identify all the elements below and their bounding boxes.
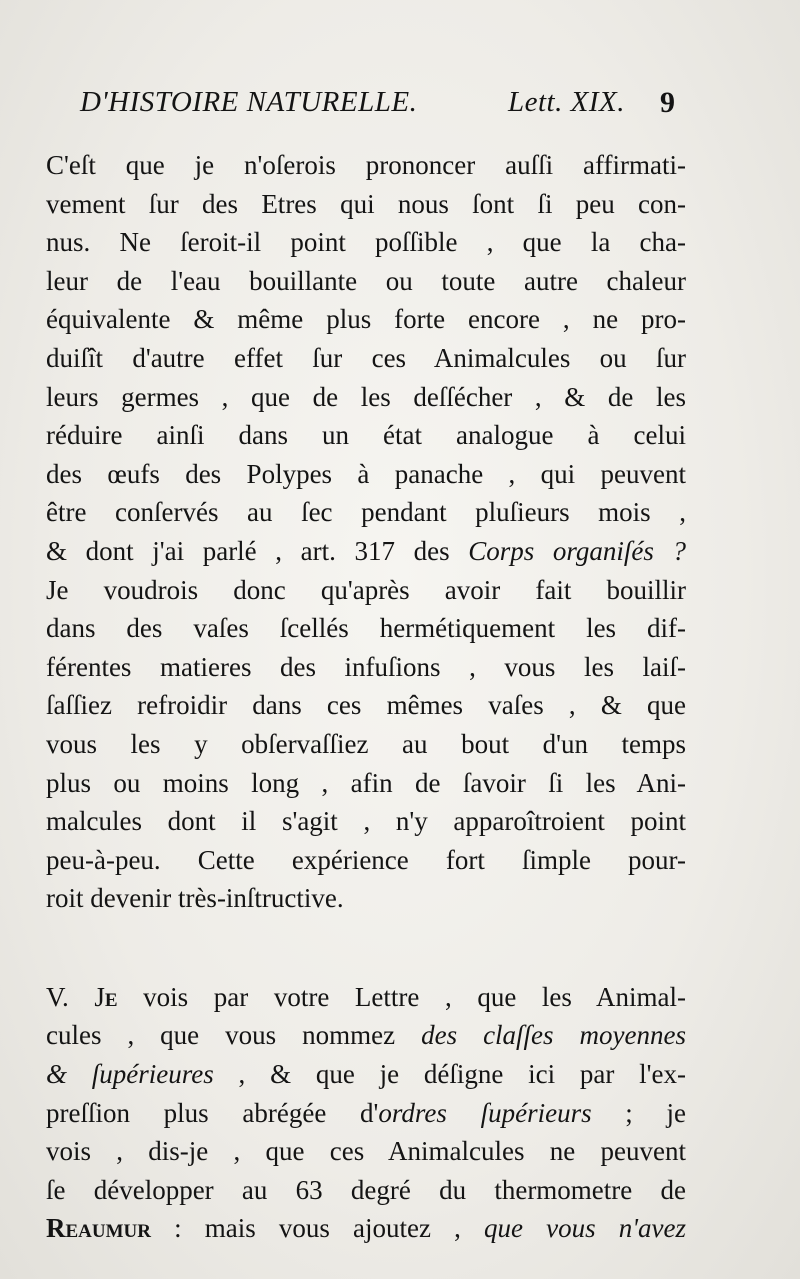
text-span: cules , que vous nommez xyxy=(46,1020,422,1051)
text-line xyxy=(46,978,686,1017)
author-name: Reaumur xyxy=(46,1213,151,1244)
text-line xyxy=(46,1016,686,1055)
text-span: , & que je déſigne ici par l'ex- xyxy=(213,1059,686,1090)
text-line: vement ſur des Etres qui nous ſont ſi peu con- xyxy=(46,188,686,219)
text-span: preſſion plus abrégée d' xyxy=(46,1097,379,1128)
text-span: ; je xyxy=(591,1097,686,1128)
text-line xyxy=(46,1094,686,1133)
text-line: ſe développer au 63 degré du thermometre de xyxy=(46,1174,686,1205)
text-line xyxy=(46,1209,686,1248)
text-line: équivalente & même plus forte encore , ne pro- xyxy=(46,304,686,335)
text-line: réduire ainſi dans un état analogue à celui xyxy=(46,420,686,451)
italic-text: que vous n'avez xyxy=(484,1213,686,1244)
text-line: leur de l'eau bouillante ou toute autre chaleur xyxy=(46,265,686,296)
text-line: nus. Ne ſeroit-il point poſſible , que la cha- xyxy=(46,227,686,258)
text-line: férentes matieres des infuſions , vous les laiſ- xyxy=(46,651,686,682)
text-line xyxy=(46,1055,686,1094)
small-caps-text: e xyxy=(104,981,118,1012)
text-line: duiſît d'autre effet ſur ces Animalcules ou ſur xyxy=(46,342,686,373)
text-line: plus ou moins long , afin de ſavoir ſi les Ani- xyxy=(46,767,686,798)
italic-title: Corps organiſés ? xyxy=(468,535,686,566)
running-header xyxy=(80,80,680,130)
text-line: des œufs des Polypes à panache , qui peuvent xyxy=(46,458,686,489)
text-span: vois par votre Lettre , que les Animal- xyxy=(117,981,686,1012)
text-span: & dont j'ai parlé , art. 317 des xyxy=(46,535,469,566)
italic-text: ordres ſupérieurs xyxy=(378,1097,592,1128)
text-line: ſaſſiez refroidir dans ces mêmes vaſes , & que xyxy=(46,690,686,721)
header-title: D'HISTOIRE NATURELLE. xyxy=(80,86,418,118)
text-line: vois , dis-je , que ces Animalcules ne peuvent xyxy=(46,1136,686,1167)
text-span: : mais vous ajoutez , xyxy=(151,1213,484,1244)
text-line: roit devenir très-inſtructive. xyxy=(46,883,344,914)
text-line xyxy=(46,532,686,571)
header-letter-number: Lett. XIX. xyxy=(508,86,625,118)
text-line: peu-à-peu. Cette expérience fort ſimple pour- xyxy=(46,844,686,875)
text-line: dans des vaſes ſcellés hermétiquement les dif- xyxy=(46,613,686,644)
text-line: leurs germes , que de les deſſécher , & de les xyxy=(46,381,686,412)
page-number: 9 xyxy=(660,86,676,119)
paragraph-gap xyxy=(46,918,686,978)
text-line: Je voudrois donc qu'après avoir fait bouillir xyxy=(46,574,686,605)
text-line: être conſervés au ſec pendant pluſieurs mois , xyxy=(46,497,686,528)
text-line: vous les y obſervaſſiez au bout d'un temps xyxy=(46,728,686,759)
text-line: C'eſt que je n'oſerois prononcer auſſi affirmati- xyxy=(46,150,686,180)
italic-text: des claſſes moyennes xyxy=(421,1020,686,1051)
page-body xyxy=(46,146,686,1248)
section-marker: V. J xyxy=(46,981,105,1012)
text-line: malcules dont il s'agit , n'y apparoîtroient point xyxy=(46,806,686,837)
italic-text: & ſupérieures xyxy=(46,1059,214,1090)
